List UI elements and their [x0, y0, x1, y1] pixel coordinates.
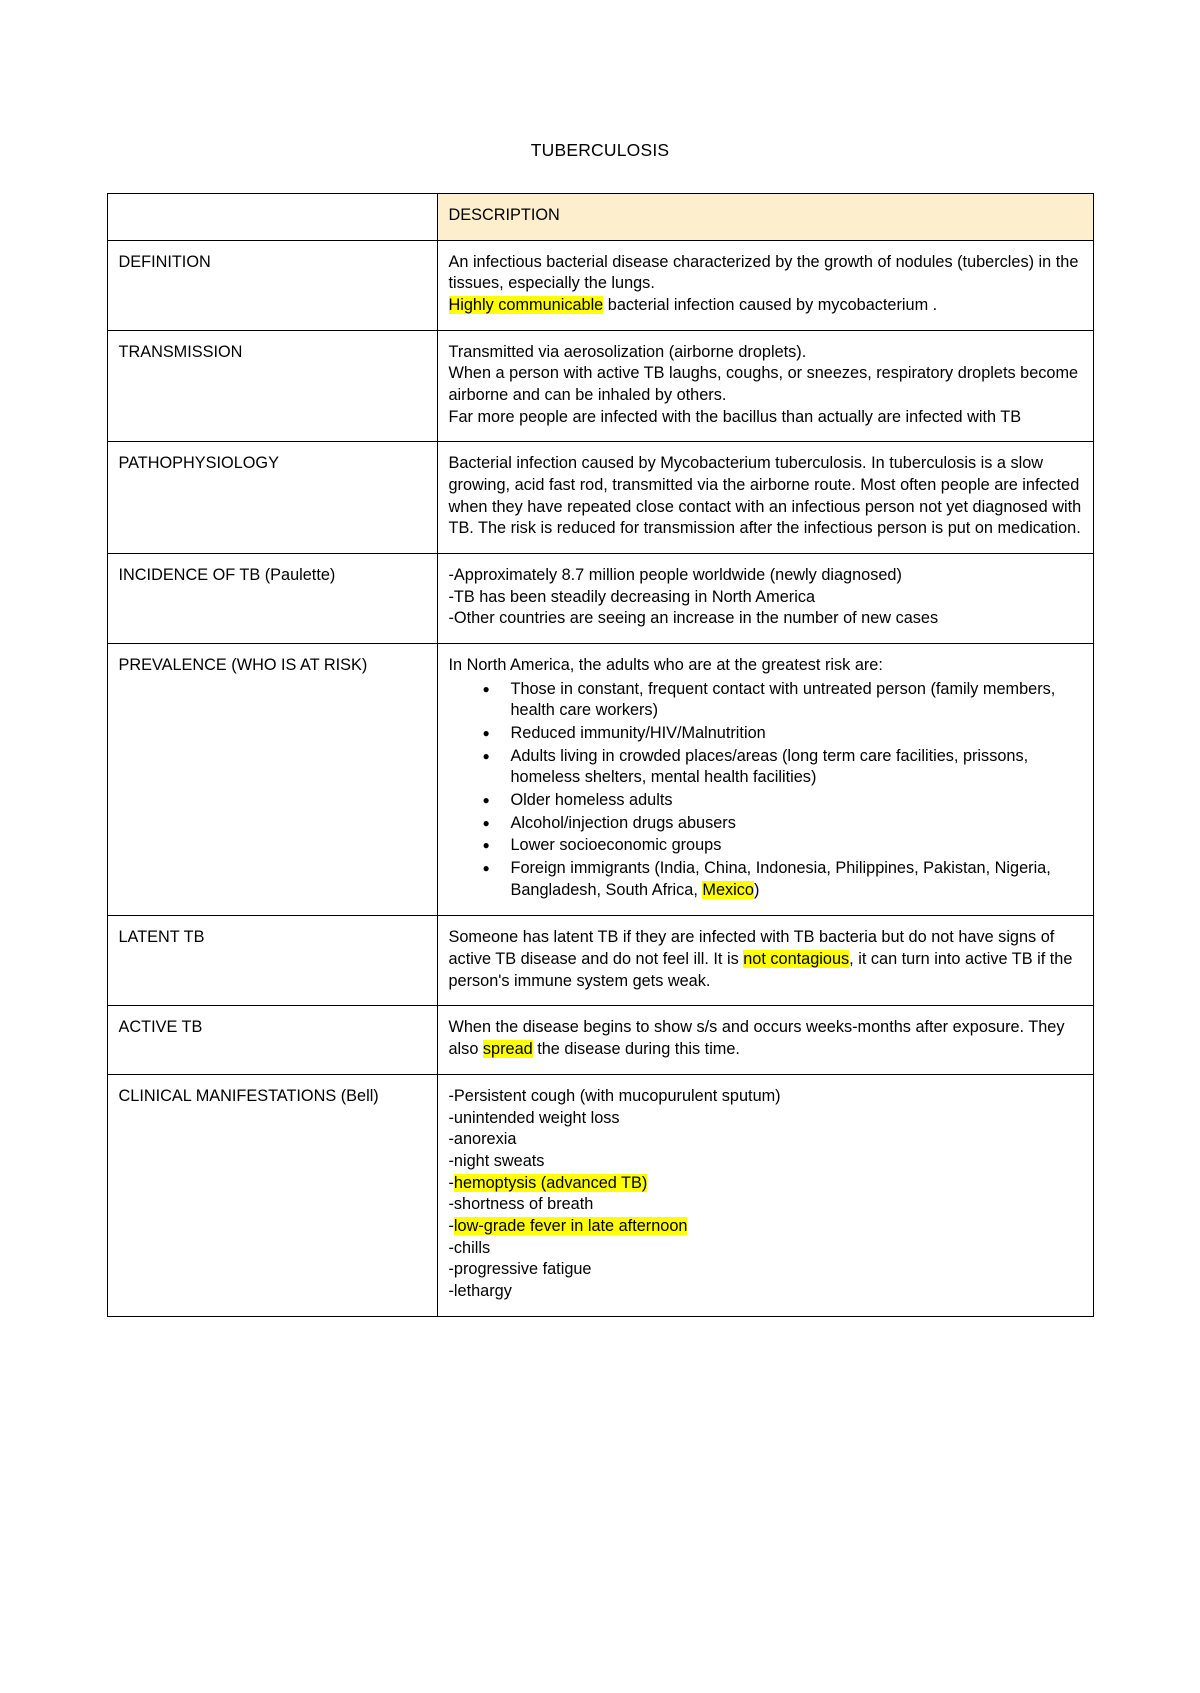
row-content-pathophysiology: [437, 442, 1093, 554]
text-line: -anorexia: [448, 1130, 517, 1149]
row-content-definition: [437, 240, 1093, 330]
table-row: [107, 240, 1093, 330]
text-line: In North America, the adults who are at the greatest risk are:: [448, 656, 883, 675]
table-row: [107, 1074, 1093, 1316]
text-line: -night sweats: [448, 1151, 545, 1170]
text-line-highlighted: -low-grade fever in late afternoon: [448, 1216, 688, 1235]
row-label-latent-tb: LATENT TB: [107, 916, 437, 1006]
tuberculosis-table: [107, 193, 1094, 1317]
row-content-active-tb: [437, 1006, 1093, 1074]
row-content-prevalence: [437, 644, 1093, 916]
list-item: ● Older homeless adults: [511, 790, 1082, 812]
highlight-span: hemoptysis (advanced TB): [453, 1173, 648, 1192]
prevalence-bullet-list: [449, 679, 1082, 902]
text-line: When a person with active TB laughs, coughs, or sneezes, respiratory droplets become airborne and can be inhaled by others.: [448, 364, 1079, 405]
list-item: ● Those in constant, frequent contact with untreated person (family members, health care workers): [511, 679, 1082, 722]
table-row: [107, 644, 1093, 916]
highlight-span: Highly communicable: [448, 296, 604, 315]
text-line-highlighted: -hemoptysis (advanced TB): [448, 1173, 648, 1192]
text-line: An infectious bacterial disease characterized by the growth of nodules (tubercles) in the tissues, especially the lungs.: [448, 252, 1079, 293]
highlight-span: low-grade fever in late afternoon: [453, 1216, 688, 1235]
document-page: [0, 140, 1200, 1693]
highlight-span: spread: [482, 1040, 533, 1059]
list-item: ● Alcohol/injection drugs abusers: [511, 813, 1082, 835]
text-line: -chills: [448, 1238, 491, 1257]
list-item: ● Lower socioeconomic groups: [511, 835, 1082, 857]
text-line: -lethargy: [448, 1281, 512, 1300]
table-row: [107, 1006, 1093, 1074]
list-item: ● Reduced immunity/HIV/Malnutrition: [511, 723, 1082, 745]
table-row: [107, 442, 1093, 554]
highlight-span: Mexico: [702, 880, 754, 899]
row-content-clinical-manifestations: [437, 1074, 1093, 1316]
page-title: TUBERCULOSIS: [530, 140, 670, 160]
row-label-prevalence: PREVALENCE (WHO IS AT RISK): [107, 644, 437, 916]
table-row: [107, 916, 1093, 1006]
text-line-highlighted: Someone has latent TB if they are infected with TB bacteria but do not have signs of active TB disease and do not feel ill. It is not contagious, it can turn into active TB if the person's immune system gets weak.: [448, 928, 1073, 990]
header-cell-description: DESCRIPTION: [437, 194, 1093, 241]
text-line: -shortness of breath: [448, 1195, 594, 1214]
row-label-clinical-manifestations: CLINICAL MANIFESTATIONS (Bell): [107, 1074, 437, 1316]
header-cell-blank: [107, 194, 437, 241]
table-header-row: [107, 194, 1093, 241]
highlight-span: not contagious: [743, 950, 850, 969]
row-label-pathophysiology: PATHOPHYSIOLOGY: [107, 442, 437, 554]
text-line: Bacterial infection caused by Mycobacterium tuberculosis. In tuberculosis is a slow growing, acid fast rod, transmitted via the airborne route. Most often people are infected when they have repeated close contact with an infectious person not yet diagnosed with TB. The risk is reduced for transmission after the infectious person is put on medication.: [448, 454, 1082, 538]
list-item-highlighted: ● Foreign immigrants (India, China, Indonesia, Philippines, Pakistan, Nigeria, Bangladesh, South Africa, Mexico): [511, 858, 1082, 901]
text-line: Far more people are infected with the bacillus than actually are infected with TB: [448, 407, 1022, 426]
text-line: -Approximately 8.7 million people worldwide (newly diagnosed): [448, 566, 902, 585]
text-line-highlighted: Highly communicable bacterial infection caused by mycobacterium .: [448, 296, 938, 315]
row-content-incidence: [437, 554, 1093, 644]
text-line: -progressive fatigue: [448, 1260, 592, 1279]
text-line: -Other countries are seeing an increase in the number of new cases: [448, 609, 939, 628]
table-row: [107, 330, 1093, 442]
text-line: -TB has been steadily decreasing in North America: [448, 587, 816, 606]
table-row: [107, 554, 1093, 644]
list-item: ● Adults living in crowded places/areas (long term care facilities, prissons, homeless shelters, mental health facilities): [511, 746, 1082, 789]
text-line-highlighted: When the disease begins to show s/s and occurs weeks-months after exposure. They also spread the disease during this time.: [448, 1018, 1065, 1059]
row-label-active-tb: ACTIVE TB: [107, 1006, 437, 1074]
row-label-definition: DEFINITION: [107, 240, 437, 330]
text-line: -Persistent cough (with mucopurulent sputum): [448, 1086, 781, 1105]
row-content-transmission: [437, 330, 1093, 442]
row-label-incidence: INCIDENCE OF TB (Paulette): [107, 554, 437, 644]
text-line: -unintended weight loss: [448, 1108, 620, 1127]
row-label-transmission: TRANSMISSION: [107, 330, 437, 442]
text-line: Transmitted via aerosolization (airborne droplets).: [448, 342, 807, 361]
row-content-latent-tb: [437, 916, 1093, 1006]
